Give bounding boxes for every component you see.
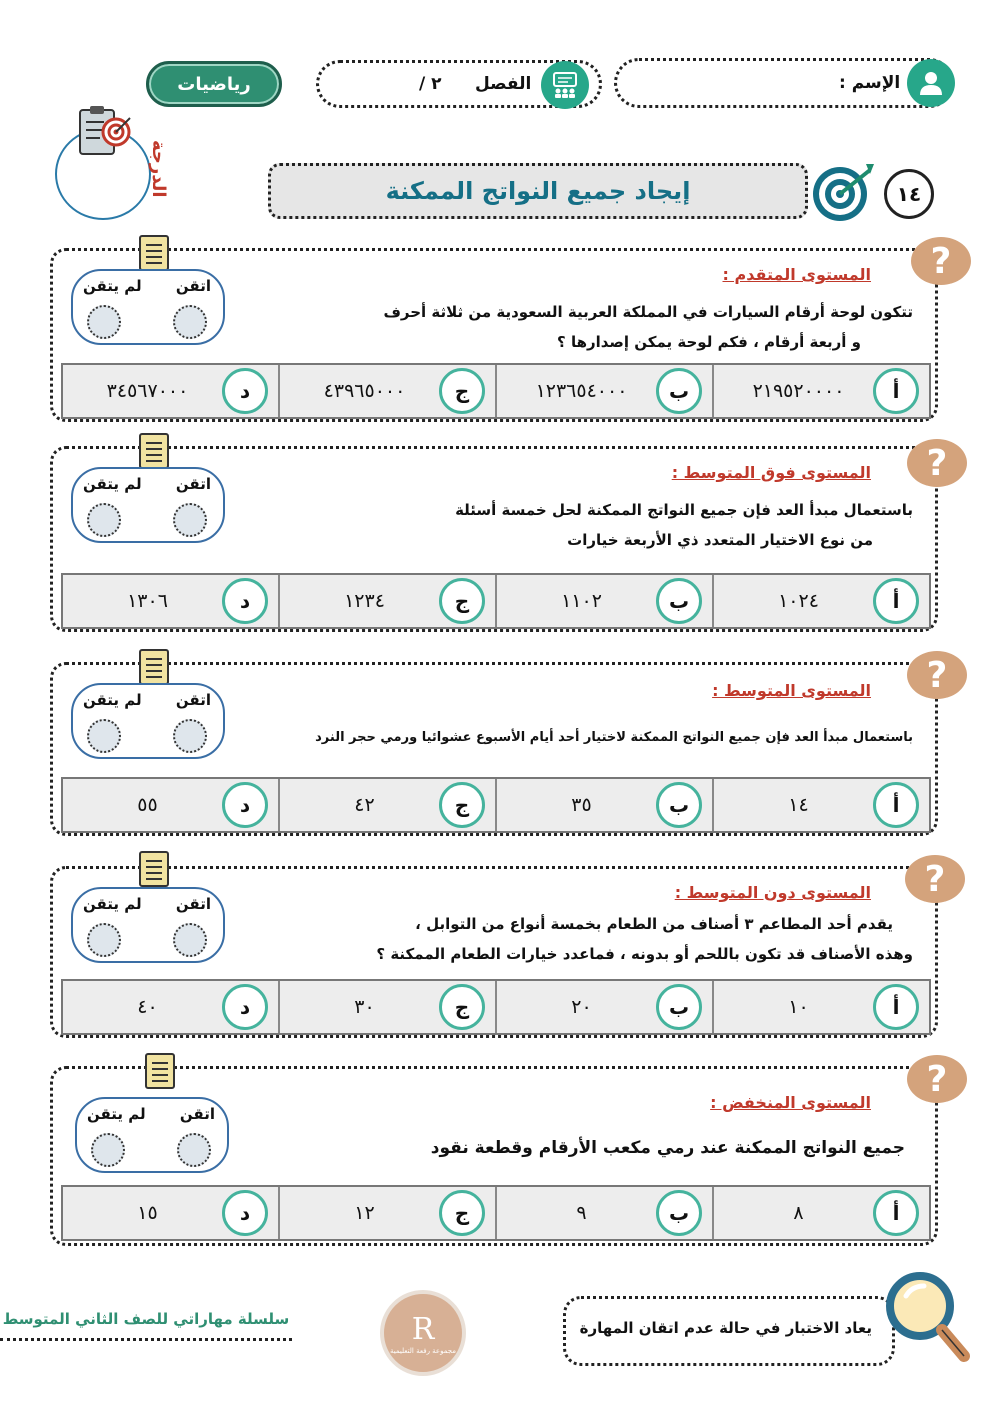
option-value: ٩ [576, 1202, 587, 1224]
class-value: ٢ / [419, 74, 442, 94]
level-label: المستوى المنخفض : [710, 1093, 871, 1112]
class-label: الفصل [475, 74, 532, 94]
mastery-box [71, 683, 225, 759]
option-letter: ب [656, 368, 702, 414]
question-line: وهذه الأصناف قد تكون باللحم أو بدونه ، فماعدد خيارات الطعام الممكنة ؟ [376, 945, 913, 963]
mastered-checkbox[interactable] [173, 503, 207, 537]
question-text [383, 297, 913, 357]
mastered-checkbox[interactable] [173, 719, 207, 753]
option-letter: أ [873, 1190, 919, 1236]
series-title [0, 1310, 292, 1341]
option-letter: د [222, 368, 268, 414]
mastered-label: اتقن [175, 691, 211, 709]
question-text [315, 723, 913, 753]
option-letter: د [222, 578, 268, 624]
option-value: ٤٠ [137, 996, 158, 1018]
mastered-label: اتقن [175, 475, 211, 493]
question-mark-icon: ? [907, 1055, 967, 1103]
question-block-advanced [50, 240, 952, 422]
clipboard-icon [139, 433, 169, 469]
class-box [316, 60, 602, 108]
answer-row [61, 573, 931, 629]
mastery-box [71, 467, 225, 543]
lesson-title: إيجاد جميع النواتج الممكنة [385, 177, 691, 205]
not-mastered-label: لم يتقن [87, 1105, 146, 1123]
option-value: ١١٠٢ [561, 590, 602, 612]
not-mastered-checkbox[interactable] [87, 305, 121, 339]
option-value: ٣٥ [571, 794, 592, 816]
option-letter: ج [439, 1190, 485, 1236]
answer-option[interactable] [278, 365, 495, 417]
option-value: ٣٠ [354, 996, 375, 1018]
answer-option[interactable] [63, 1187, 278, 1239]
option-letter: ج [439, 368, 485, 414]
lesson-number: ١٤ [884, 169, 934, 219]
retest-note-box [563, 1296, 895, 1366]
level-label: المستوى المتوسط : [712, 681, 871, 700]
retest-note: يعاد الاختبار في حالة عدم اتقان المهارة [579, 1319, 872, 1337]
option-value: ١٣٠٦ [127, 590, 168, 612]
not-mastered-label: لم يتقن [83, 475, 142, 493]
question-line: باستعمال مبدأ العد فإن جميع النواتج الممكنة لحل خمسة أسئلة [455, 501, 913, 519]
publisher-logo [380, 1290, 466, 1376]
clipboard-icon [145, 1053, 175, 1089]
not-mastered-label: لم يتقن [83, 691, 142, 709]
clipboard-target-icon [78, 104, 134, 160]
question-mark-icon: ? [905, 855, 965, 903]
series-text: سلسلة مهاراتي للصف الثاني المتوسط [2, 1310, 290, 1328]
option-letter: ج [439, 782, 485, 828]
option-letter: د [222, 1190, 268, 1236]
mastered-checkbox[interactable] [173, 923, 207, 957]
option-value: ٢٠ [571, 996, 592, 1018]
mastered-checkbox[interactable] [177, 1133, 211, 1167]
option-letter: أ [873, 368, 919, 414]
level-label: المستوى المتقدم : [722, 265, 871, 284]
mastered-label: اتقن [175, 895, 211, 913]
option-letter: ج [439, 578, 485, 624]
question-block-average [50, 654, 948, 836]
mastery-box [71, 269, 225, 345]
level-label: المستوى فوق المتوسط : [671, 463, 871, 482]
target-icon [810, 160, 876, 230]
question-block-above-average [50, 442, 948, 632]
answer-option[interactable] [63, 575, 278, 627]
name-label: الإسم : [839, 73, 901, 93]
option-value: ١٠٢٤ [778, 590, 819, 612]
subject-pill [146, 61, 282, 107]
option-value: ١٤ [788, 794, 809, 816]
answer-option[interactable] [278, 779, 495, 831]
answer-option[interactable] [495, 1187, 712, 1239]
question-line: جميع النواتج الممكنة عند رمي مكعب الأرقام وقطعة نقود [430, 1138, 905, 1158]
not-mastered-checkbox[interactable] [91, 1133, 125, 1167]
answer-row [61, 363, 931, 419]
answer-row [61, 979, 931, 1035]
answer-option[interactable] [495, 981, 712, 1033]
not-mastered-checkbox[interactable] [87, 719, 121, 753]
option-value: ١٥ [137, 1202, 158, 1224]
lesson-title-box [268, 163, 808, 219]
option-letter: أ [873, 984, 919, 1030]
question-line: باستعمال مبدأ العد فإن جميع النواتج الممكنة لاختيار أحد أيام الأسبوع عشوائيا ورمي حجر النرد [315, 730, 913, 745]
answer-option[interactable] [278, 575, 495, 627]
question-text [376, 909, 913, 969]
option-letter: ب [656, 1190, 702, 1236]
answer-option[interactable] [712, 365, 929, 417]
answer-option[interactable] [495, 779, 712, 831]
answer-option[interactable] [63, 779, 278, 831]
mastered-checkbox[interactable] [173, 305, 207, 339]
option-value: ٥٥ [137, 794, 158, 816]
magnifier-icon [882, 1270, 972, 1370]
not-mastered-label: لم يتقن [83, 895, 142, 913]
answer-option[interactable] [712, 1187, 929, 1239]
answer-option[interactable] [278, 1187, 495, 1239]
grade-label: الدرجة [148, 140, 169, 198]
question-line: يقدم أحد المطاعم ٣ أصناف من الطعام بخمسة أنواع من التوابل ، [415, 915, 893, 933]
question-mark-icon: ? [907, 439, 967, 487]
mastery-box [75, 1097, 229, 1173]
option-value: ٤٢ [354, 794, 375, 816]
option-value: ٣٤٥٦٧٠٠٠ [106, 380, 189, 402]
answer-option[interactable] [712, 575, 929, 627]
not-mastered-checkbox[interactable] [87, 923, 121, 957]
question-mark-icon: ? [911, 237, 971, 285]
question-line: تتكون لوحة أرقام السيارات في المملكة العربية السعودية من ثلاثة أحرف [383, 303, 913, 321]
answer-row [61, 1185, 931, 1241]
mastery-box [71, 887, 225, 963]
option-letter: ب [656, 782, 702, 828]
option-letter: أ [873, 578, 919, 624]
question-line: و أربعة أرقام ، فكم لوحة يمكن إصدارها ؟ [557, 333, 861, 351]
classroom-icon [541, 61, 589, 109]
option-letter: أ [873, 782, 919, 828]
option-value: ٤٣٩٦٥٠٠٠ [323, 380, 406, 402]
option-letter: د [222, 984, 268, 1030]
question-block-low [50, 1058, 948, 1246]
option-letter: ب [656, 578, 702, 624]
clipboard-icon [139, 851, 169, 887]
answer-option[interactable] [63, 365, 278, 417]
question-text [431, 1133, 913, 1163]
subject-label: رياضيات [177, 73, 251, 95]
logo-letter: R [411, 1311, 435, 1347]
answer-option[interactable] [495, 575, 712, 627]
answer-row [61, 777, 931, 833]
option-letter: د [222, 782, 268, 828]
not-mastered-label: لم يتقن [83, 277, 142, 295]
question-line: من نوع الاختيار المتعدد ذي الأربعة خيارات [567, 531, 873, 549]
answer-option[interactable] [712, 779, 929, 831]
question-text [455, 495, 913, 555]
name-box [614, 58, 954, 108]
option-value: ٨ [793, 1202, 804, 1224]
mastered-label: اتقن [179, 1105, 215, 1123]
answer-option[interactable] [278, 981, 495, 1033]
level-label: المستوى دون المتوسط : [674, 883, 871, 902]
option-value: ١٢ [354, 1202, 375, 1224]
user-icon [907, 59, 955, 107]
option-value: ١٢٣٤ [344, 590, 385, 612]
question-block-below-average [50, 858, 946, 1038]
clipboard-icon [139, 235, 169, 271]
answer-option[interactable] [712, 981, 929, 1033]
option-value: ١٢٣٦٥٤٠٠٠ [535, 380, 628, 402]
not-mastered-checkbox[interactable] [87, 503, 121, 537]
option-value: ١٠ [788, 996, 809, 1018]
question-mark-icon: ? [907, 651, 967, 699]
option-letter: ب [656, 984, 702, 1030]
option-value: ٢١٩٥٢٠٠٠٠ [752, 380, 845, 402]
logo-caption: مجموعة رفعة التعليمية [389, 1346, 457, 1355]
clipboard-icon [139, 649, 169, 685]
option-letter: ج [439, 984, 485, 1030]
answer-option[interactable] [63, 981, 278, 1033]
answer-option[interactable] [495, 365, 712, 417]
mastered-label: اتقن [175, 277, 211, 295]
